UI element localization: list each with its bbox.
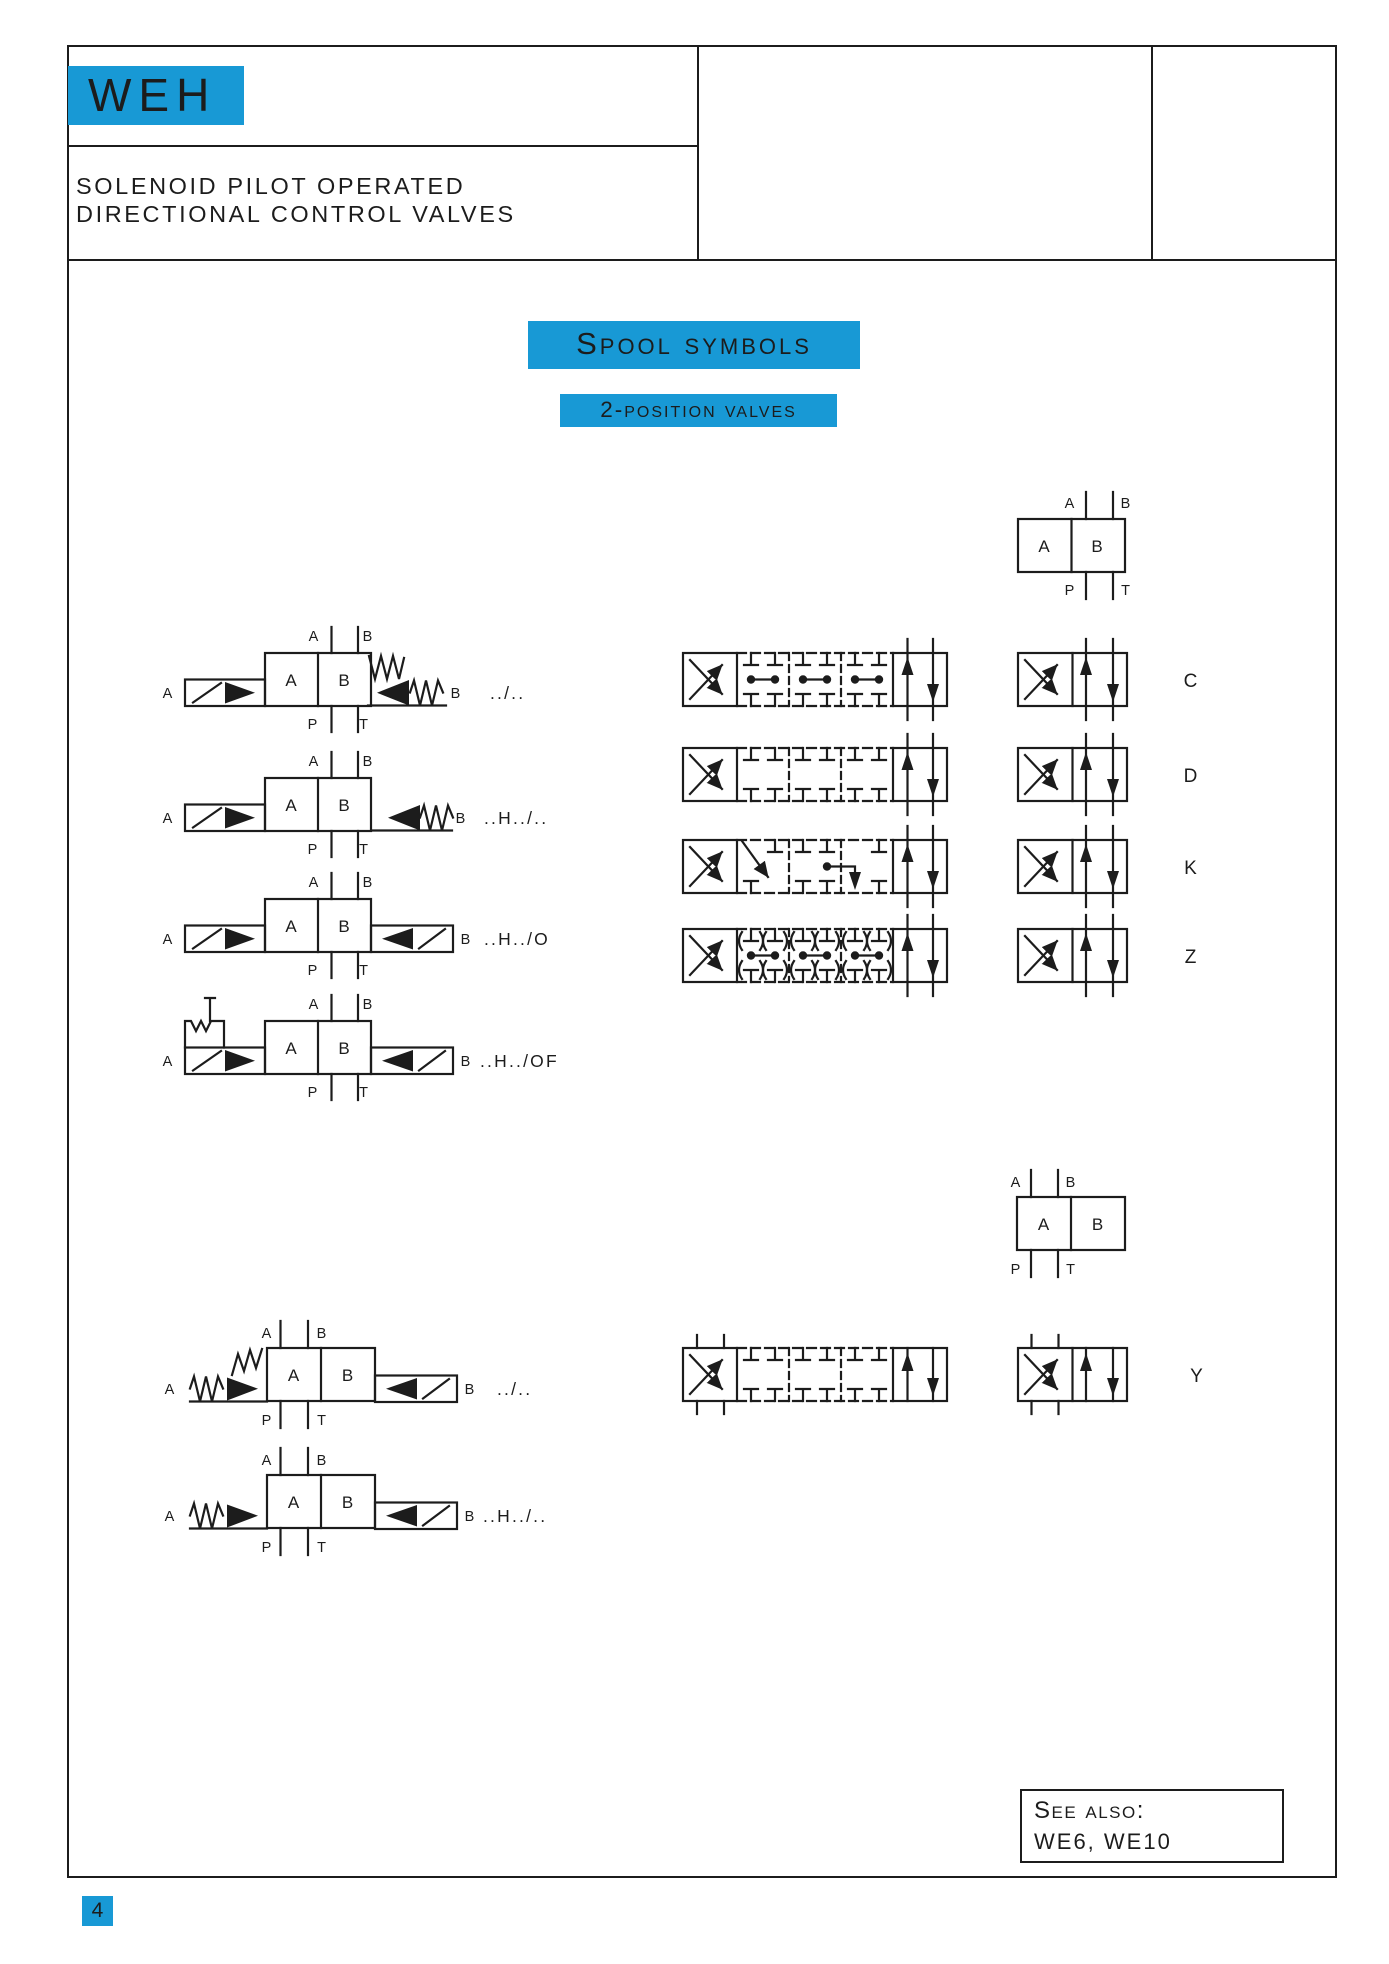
- spool-symbol-z: [1018, 915, 1197, 996]
- port-label-b: B: [362, 629, 374, 645]
- brand-text: WEH: [88, 69, 217, 121]
- port-label-b: B: [362, 997, 374, 1013]
- valve-row-1: [163, 627, 526, 733]
- valve-row-3: [163, 873, 550, 979]
- spool-letter: D: [1183, 766, 1199, 787]
- port-label-p: P: [1064, 583, 1076, 599]
- port-label-a: A: [261, 1453, 273, 1469]
- valve-row-5: [165, 1321, 533, 1429]
- chamber-label-a: A: [1037, 1215, 1051, 1234]
- port-label-a: A: [1010, 1175, 1022, 1191]
- port-label-t: T: [1121, 583, 1131, 599]
- see-also-label: See also:: [1034, 1797, 1145, 1824]
- chamber-label-b: B: [1091, 537, 1104, 556]
- chamber-label-b: B: [341, 1493, 355, 1512]
- chamber-label-b: B: [338, 671, 351, 690]
- section-subtitle: 2-position valves: [560, 394, 837, 427]
- coil-label-b: B: [460, 932, 472, 948]
- document-title-line1: SOLENOID PILOT OPERATED: [76, 173, 466, 199]
- port-label-t: T: [317, 1413, 327, 1429]
- chamber-label-b: B: [338, 796, 351, 815]
- coil-label-a: A: [164, 1509, 176, 1525]
- port-label-p: P: [261, 1540, 273, 1556]
- spool-letter: Y: [1190, 1366, 1204, 1387]
- port-label-p: P: [307, 1085, 319, 1101]
- page-number: 4: [82, 1896, 113, 1926]
- port-label-p: P: [307, 717, 319, 733]
- port-label-t: T: [317, 1540, 327, 1556]
- port-label-a: A: [308, 875, 320, 891]
- coil-label-b: B: [455, 811, 467, 827]
- document-title-line2: DIRECTIONAL CONTROL VALVES: [76, 201, 516, 227]
- port-label-p: P: [1010, 1262, 1022, 1278]
- variant-code: ../..: [490, 683, 526, 703]
- coil-label-a: A: [162, 685, 174, 702]
- port-label-b: B: [1120, 496, 1132, 512]
- spool-letter: C: [1183, 671, 1199, 692]
- variant-code: ..H../OF: [480, 1051, 559, 1071]
- variant-code: ..H../..: [483, 1506, 548, 1526]
- pilot-stem: [205, 998, 215, 1021]
- spool-symbol-k: [1018, 826, 1198, 907]
- port-label-a: A: [261, 1326, 273, 1342]
- chamber-label-a: A: [285, 1039, 298, 1058]
- chamber-label-a: A: [285, 671, 298, 690]
- port-label-b: B: [316, 1326, 328, 1342]
- coil-label-a: A: [162, 931, 174, 948]
- port-label-p: P: [307, 963, 319, 979]
- port-label-b: B: [316, 1453, 328, 1469]
- port-label-a: A: [1064, 496, 1076, 512]
- coil-label-b: B: [460, 1054, 472, 1070]
- chamber-label-b: B: [338, 1039, 351, 1058]
- pilot-box: [185, 1021, 224, 1048]
- coil-label-a: A: [164, 1382, 176, 1398]
- coil-label-b: B: [464, 1509, 476, 1525]
- chamber-label-b: B: [1091, 1215, 1105, 1234]
- variant-code: ..H../O: [484, 929, 550, 949]
- port-label-t: T: [359, 842, 369, 858]
- coil-label-b: B: [450, 686, 462, 702]
- port-label-a: A: [308, 629, 320, 645]
- transition-diagram-d: [683, 734, 947, 815]
- section-title: Spool symbols: [528, 321, 860, 369]
- port-label-b: B: [362, 875, 374, 891]
- coil-label-a: A: [162, 810, 174, 827]
- coil-label-a: A: [162, 1053, 174, 1070]
- chamber-label-a: A: [1038, 537, 1051, 556]
- spring-top: [232, 1349, 262, 1375]
- spool-symbol-c: [1018, 639, 1198, 720]
- spool-letter: Z: [1184, 947, 1198, 968]
- transition-diagram-k: [683, 826, 947, 907]
- variant-code: ..H../..: [484, 808, 549, 828]
- port-label-p: P: [261, 1413, 273, 1429]
- coil-label-b: B: [464, 1382, 476, 1398]
- chamber-label-b: B: [338, 917, 351, 936]
- spring-top: [369, 656, 404, 679]
- valve-row-4: [163, 995, 559, 1101]
- port-label-t: T: [1066, 1262, 1076, 1278]
- valve-row-2: [163, 752, 549, 858]
- port-label-t: T: [359, 717, 369, 733]
- position-box-lower: [1011, 1170, 1125, 1278]
- transition-diagram-c: [683, 639, 947, 720]
- see-also-box: [1020, 1789, 1284, 1863]
- spool-symbol-d: [1018, 734, 1198, 815]
- transition-diagram-y: [683, 1335, 947, 1414]
- variant-code: ../..: [497, 1379, 533, 1399]
- port-label-a: A: [308, 997, 320, 1013]
- port-label-b: B: [1065, 1175, 1077, 1191]
- chamber-label-a: A: [285, 917, 298, 936]
- port-label-t: T: [359, 1085, 369, 1101]
- port-label-p: P: [307, 842, 319, 858]
- chamber-label-a: A: [287, 1366, 301, 1385]
- chamber-label-a: A: [287, 1493, 301, 1512]
- see-also-models: WE6, WE10: [1034, 1829, 1172, 1854]
- port-label-t: T: [359, 963, 369, 979]
- chamber-label-b: B: [341, 1366, 355, 1385]
- spool-letter: K: [1184, 858, 1198, 879]
- port-label-b: B: [362, 754, 374, 770]
- valve-row-6: [165, 1448, 548, 1556]
- spool-symbol-y: [1018, 1335, 1204, 1414]
- port-label-a: A: [308, 754, 320, 770]
- position-box-upper: [1018, 492, 1131, 599]
- chamber-label-a: A: [285, 796, 298, 815]
- transition-diagram-z: [683, 915, 947, 996]
